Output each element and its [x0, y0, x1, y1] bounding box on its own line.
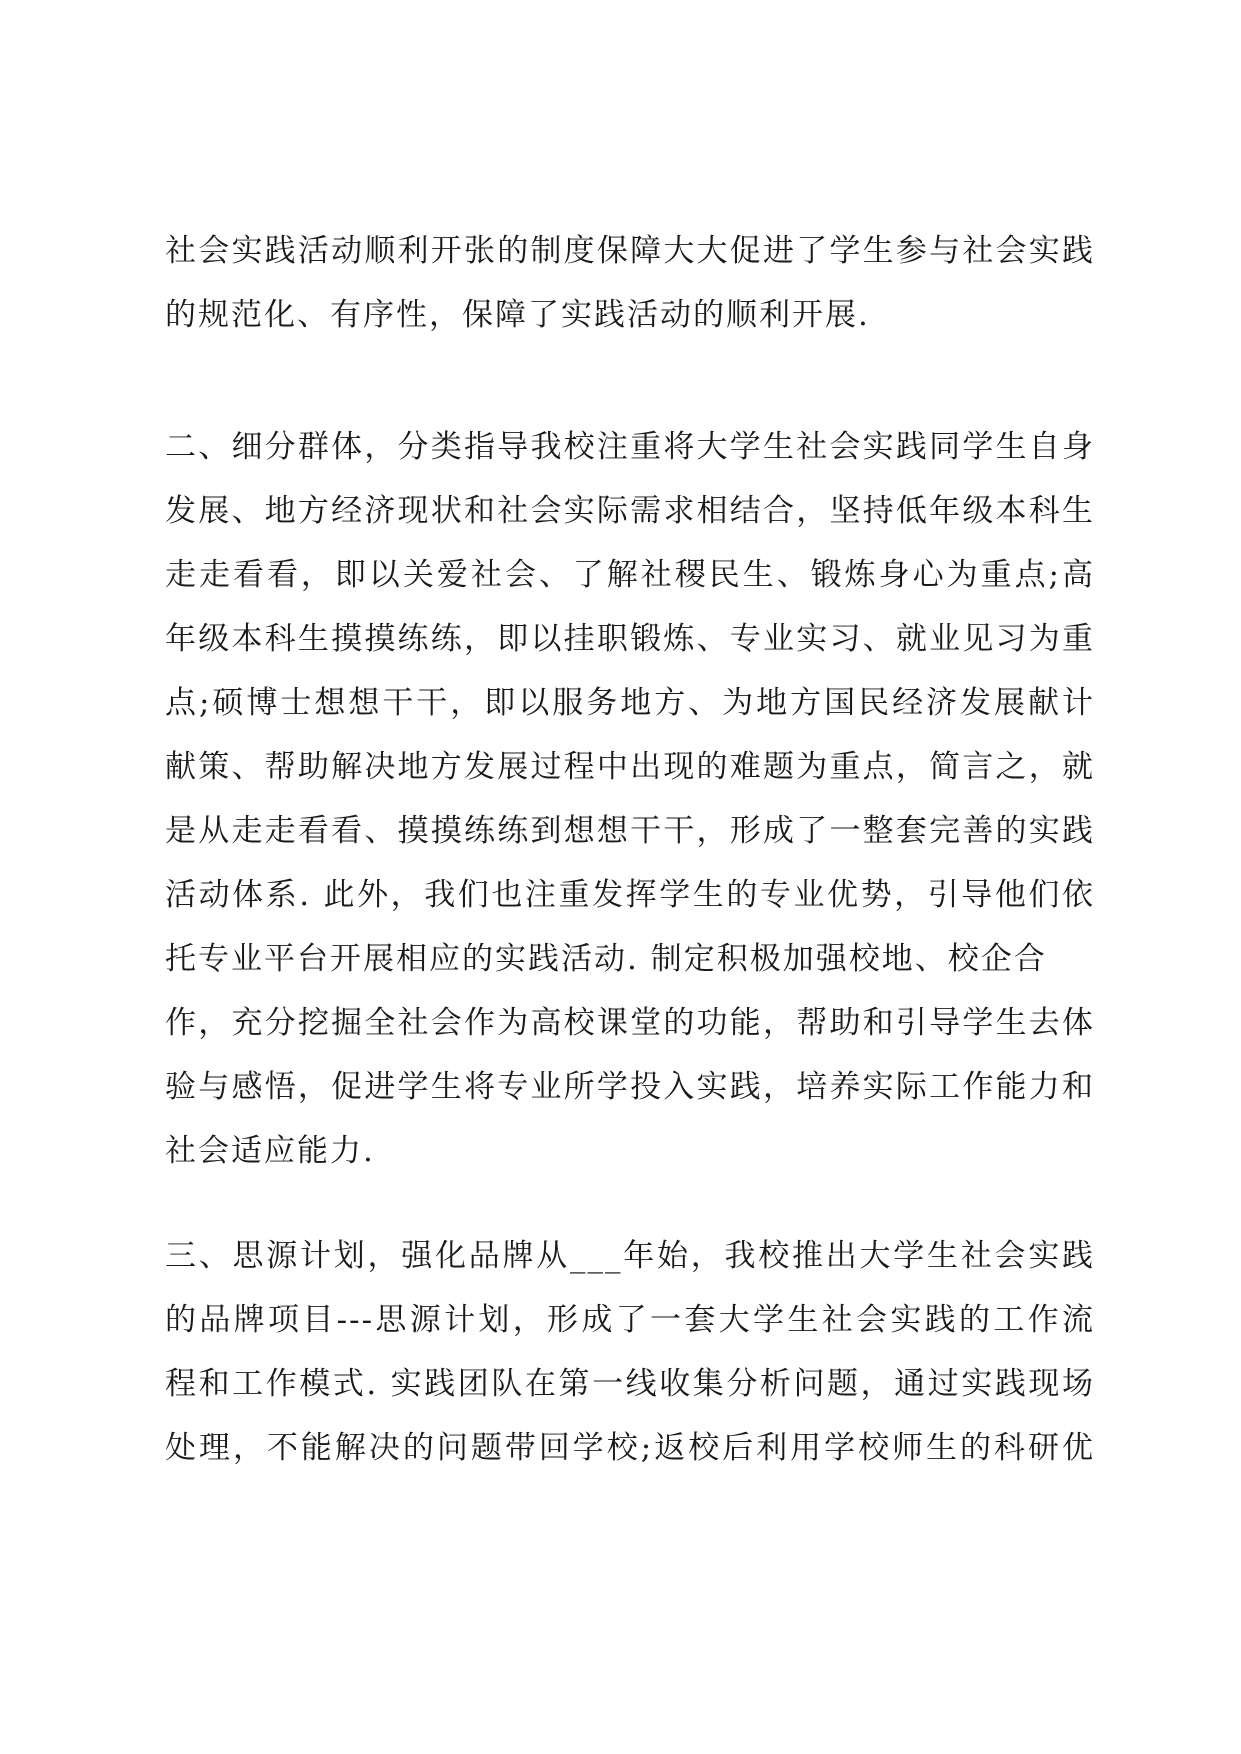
paragraph-2	[165, 415, 1095, 1183]
text-line: 献策、帮助解决地方发展过程中出现的难题为重点，简言之，就	[165, 749, 1095, 785]
text-line: 点;硕博士想想干干，即以服务地方、为地方国民经济发展献计	[165, 685, 1095, 721]
text-line: 走走看看，即以关爱社会、了解社稷民生、锻炼身心为重点;高	[165, 557, 1095, 593]
text-line: 托专业平台开展相应的实践活动. 制定积极加强校地、校企合	[165, 941, 1047, 977]
text-line: 的规范化、有序性，保障了实践活动的顺利开展.	[165, 297, 870, 333]
text-line: 三、思源计划，强化品牌从___年始，我校推出大学生社会实践	[165, 1238, 1095, 1274]
paragraph-3	[165, 1224, 1095, 1480]
text-line: 发展、地方经济现状和社会实际需求相结合，坚持低年级本科生	[165, 493, 1095, 529]
text-line: 活动体系. 此外，我们也注重发挥学生的专业优势，引导他们依	[165, 877, 1095, 913]
text-line: 二、细分群体，分类指导我校注重将大学生社会实践同学生自身	[165, 429, 1095, 465]
text-line: 程和工作模式. 实践团队在第一线收集分析问题，通过实践现场	[165, 1366, 1095, 1402]
text-line: 社会实践活动顺利开张的制度保障大大促进了学生参与社会实践	[165, 233, 1095, 269]
text-line: 社会适应能力.	[165, 1133, 375, 1169]
text-line: 年级本科生摸摸练练，即以挂职锻炼、专业实习、就业见习为重	[165, 621, 1095, 657]
text-line: 处理，不能解决的问题带回学校;返校后利用学校师生的科研优	[165, 1430, 1095, 1466]
text-line: 是从走走看看、摸摸练练到想想干干，形成了一整套完善的实践	[165, 813, 1095, 849]
paragraph-1	[165, 219, 1095, 347]
text-line: 作，充分挖掘全社会作为高校课堂的功能，帮助和引导学生去体	[165, 1005, 1095, 1041]
text-line: 验与感悟，促进学生将专业所学投入实践，培养实际工作能力和	[165, 1069, 1095, 1105]
text-line: 的品牌项目---思源计划，形成了一套大学生社会实践的工作流	[165, 1302, 1095, 1338]
